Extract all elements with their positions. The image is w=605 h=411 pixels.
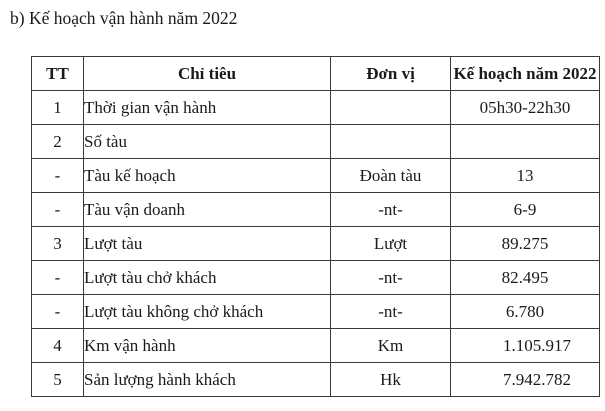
table-row xyxy=(32,193,600,227)
cell-indicator: Sản lượng hành khách xyxy=(84,363,331,397)
cell-unit: -nt- xyxy=(331,261,451,295)
cell-plan: 6.780 xyxy=(451,295,600,329)
table-row xyxy=(32,261,600,295)
cell-plan: 13 xyxy=(451,159,600,193)
cell-unit xyxy=(331,125,451,159)
table-row xyxy=(32,329,600,363)
cell-tt: - xyxy=(32,295,84,329)
cell-unit xyxy=(331,91,451,125)
cell-unit: Km xyxy=(331,329,451,363)
header-plan: Kế hoạch năm 2022 xyxy=(451,57,600,91)
cell-plan: 1.105.917 xyxy=(451,329,600,363)
cell-plan: 6-9 xyxy=(451,193,600,227)
table-row xyxy=(32,227,600,261)
cell-plan: 7.942.782 xyxy=(451,363,600,397)
header-tt: TT xyxy=(32,57,84,91)
table-header-row xyxy=(32,57,600,91)
cell-unit: Hk xyxy=(331,363,451,397)
table-row xyxy=(32,91,600,125)
cell-tt: 4 xyxy=(32,329,84,363)
cell-tt: - xyxy=(32,261,84,295)
table-row xyxy=(32,125,600,159)
header-unit: Đơn vị xyxy=(331,57,451,91)
cell-tt: 5 xyxy=(32,363,84,397)
cell-indicator: Lượt tàu xyxy=(84,227,331,261)
operation-plan-table xyxy=(31,56,600,397)
cell-unit: -nt- xyxy=(331,193,451,227)
cell-indicator: Số tàu xyxy=(84,125,331,159)
cell-indicator: Thời gian vận hành xyxy=(84,91,331,125)
cell-tt: - xyxy=(32,193,84,227)
cell-tt: - xyxy=(32,159,84,193)
cell-plan: 05h30-22h30 xyxy=(451,91,600,125)
cell-plan xyxy=(451,125,600,159)
cell-indicator: Lượt tàu chở khách xyxy=(84,261,331,295)
cell-unit: Lượt xyxy=(331,227,451,261)
cell-unit: -nt- xyxy=(331,295,451,329)
section-heading: b) Kế hoạch vận hành năm 2022 xyxy=(10,8,238,28)
cell-tt: 3 xyxy=(32,227,84,261)
cell-indicator: Lượt tàu không chở khách xyxy=(84,295,331,329)
header-indicator: Chỉ tiêu xyxy=(84,57,331,91)
cell-indicator: Tàu kế hoạch xyxy=(84,159,331,193)
cell-indicator: Tàu vận doanh xyxy=(84,193,331,227)
cell-indicator: Km vận hành xyxy=(84,329,331,363)
table-row xyxy=(32,159,600,193)
cell-tt: 2 xyxy=(32,125,84,159)
cell-tt: 1 xyxy=(32,91,84,125)
table-row xyxy=(32,295,600,329)
cell-plan: 82.495 xyxy=(451,261,600,295)
table-row xyxy=(32,363,600,397)
cell-unit: Đoàn tàu xyxy=(331,159,451,193)
cell-plan: 89.275 xyxy=(451,227,600,261)
